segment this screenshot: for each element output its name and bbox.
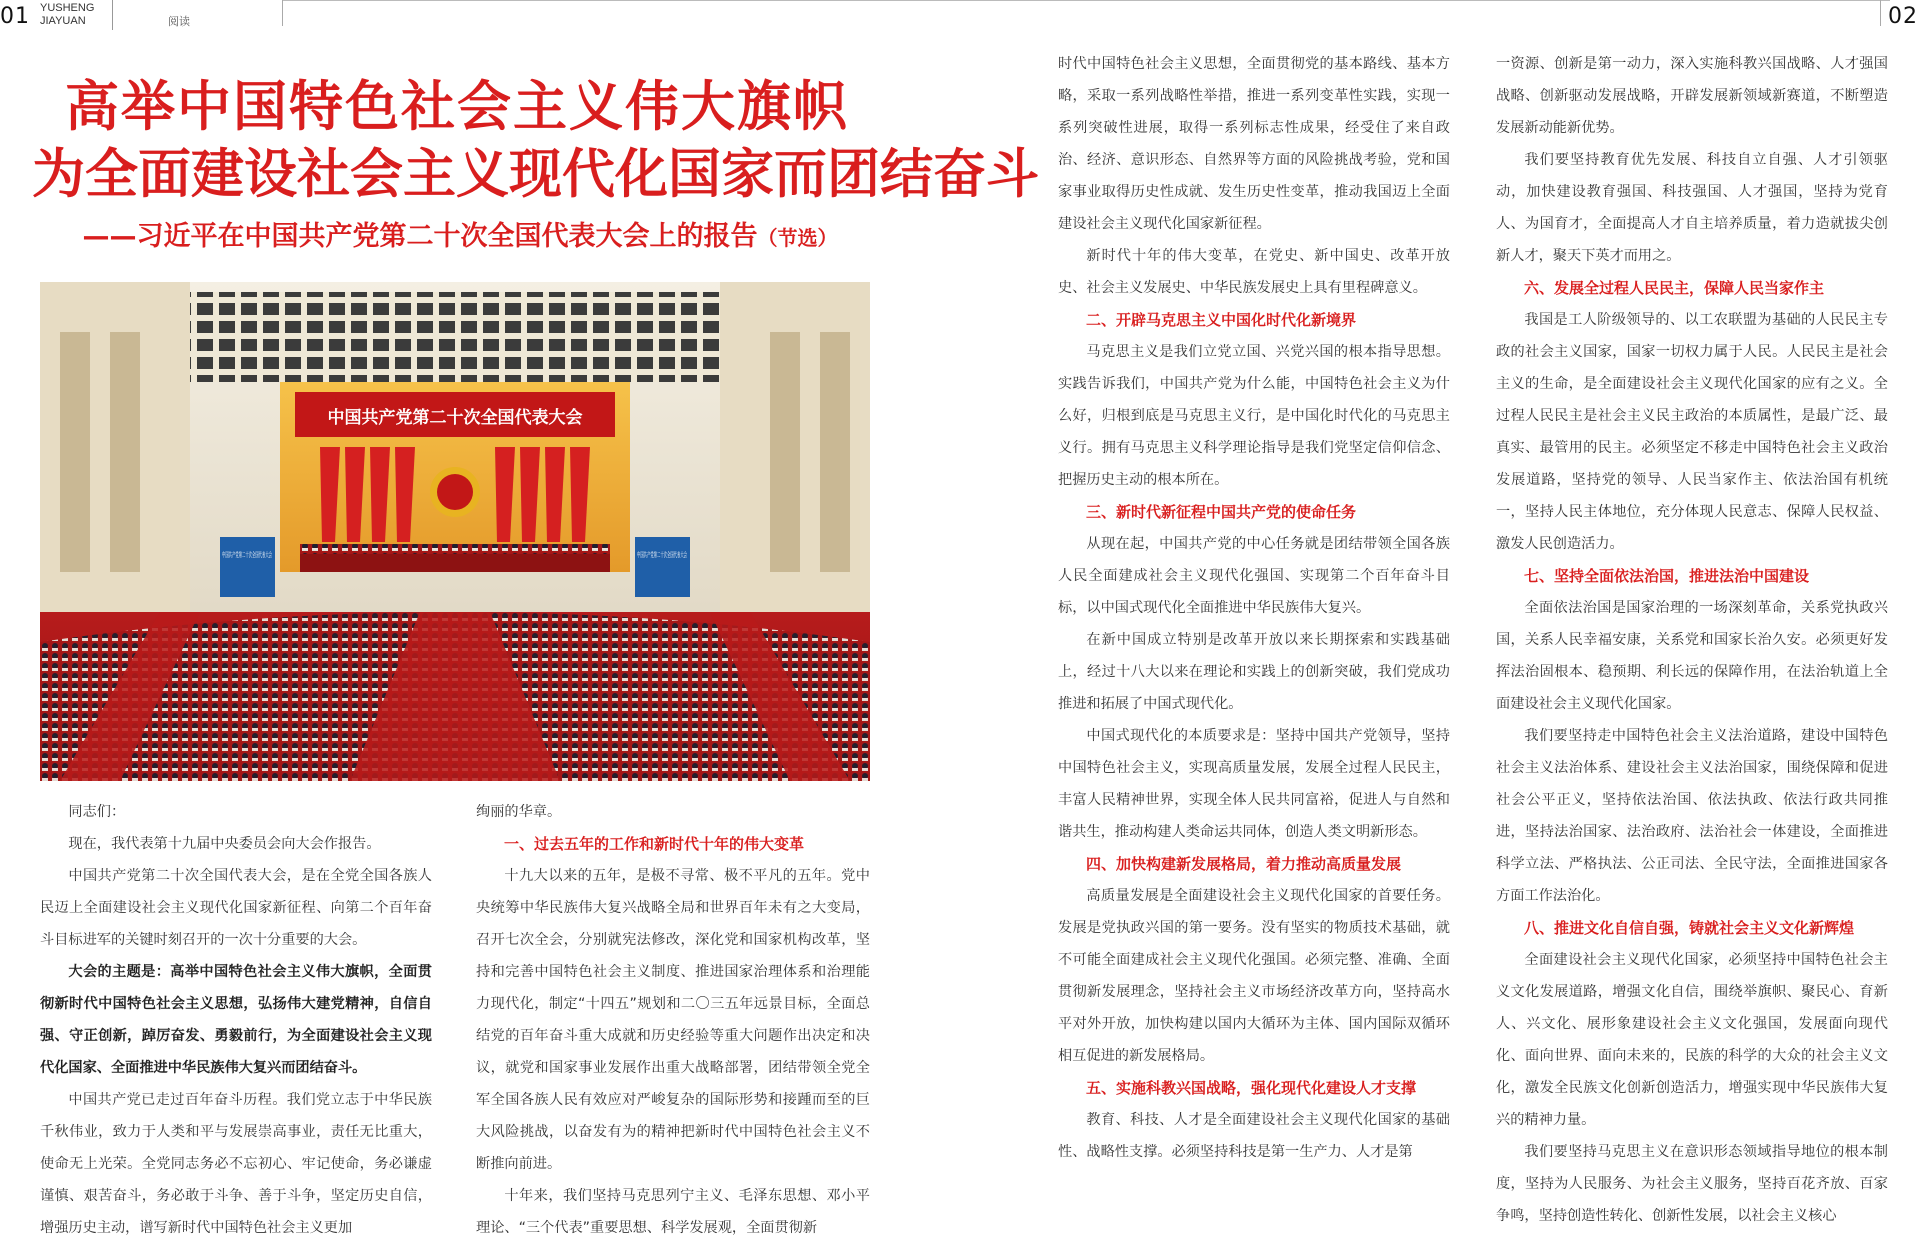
text-column-3 xyxy=(1058,48,1450,1168)
section-heading-2: 二、开辟马克思主义中国化时代化新境界 xyxy=(1086,311,1357,329)
subheadline-note: （节选） xyxy=(757,226,838,250)
paragraph: 马克思主义是我们立党立国、兴党兴国的根本指导思想。实践告诉我们，中国共产党为什么能，中国特色社会主义为什么好，归根到底是马克思主义行，是中国化时代化的马克思主义行。拥有马克思主义科学理论指导是我们党坚定信仰信念、把握历史主动的根本所在。 xyxy=(1058,344,1450,488)
paragraph: 十九大以来的五年，是极不寻常、极不平凡的五年。党中央统筹中华民族伟大复兴战略全局和世界百年未有之大变局，召开七次全会，分别就宪法修改，深化党和国家机构改革，坚持和完善中国特色社会主义制度、推进国家治理体系和治理能力现代化，制定“十四五”规划和二〇三五年远景目标，全面总结党的百年奋斗重大成就和历史经验等重大问题作出决定和决议，就党和国家事业发展作出重大战略部署，团结带领全党全军全国各族人民有效应对严峻复杂的国际形势和接踵而至的巨大风险挑战，以奋发有为的精神把新时代中国特色社会主义不断推向前进。 xyxy=(476,868,870,1172)
paragraph: 我们要坚持走中国特色社会主义法治道路，建设中国特色社会主义法治体系、建设社会主义法治国家，围绕保障和促进社会公平正义，坚持依法治国、依法执政、依法行政共同推进，坚持法治国家、法治政府、法治社会一体建设，全面推进科学立法、严格执法、公正司法、全民守法，全面推进国家各方面工作法治化。 xyxy=(1496,728,1888,904)
page-header xyxy=(0,0,1920,32)
section-heading-4: 四、加快构建新发展格局，着力推动高质量发展 xyxy=(1086,855,1402,873)
paragraph: 绚丽的华章。 xyxy=(476,804,562,820)
top-rule xyxy=(282,0,1890,1)
text-column-1 xyxy=(40,796,432,1244)
paragraph: 从现在起，中国共产党的中心任务就是团结带领全国各族人民全面建成社会主义现代化强国、实现第二个百年奋斗目标，以中国式现代化全面推进中华民族伟大复兴。 xyxy=(1058,536,1450,616)
right-screen-text xyxy=(637,550,687,559)
section-label: 阅读 xyxy=(168,15,190,28)
paragraph: 我们要坚持教育优先发展、科技自立自强、人才引领驱动，加快建设教育强国、科技强国、人才强国，坚持为党育人、为国育才，全面提高人才自主培养质量，着力造就拔尖创新人才，聚天下英才而用之。 xyxy=(1496,152,1888,264)
paragraph: 高质量发展是全面建设社会主义现代化国家的首要任务。发展是党执政兴国的第一要务。没有坚实的物质技术基础，就不可能全面建成社会主义现代化强国。必须完整、准确、全面贯彻新发展理念，坚持社会主义市场经济改革方向，坚持高水平对外开放，加快构建以国内大循环为主体、国内国际双循环相互促进的新发展格局。 xyxy=(1058,888,1450,1064)
paragraph: 教育、科技、人才是全面建设社会主义现代化国家的基础性、战略性支撑。必须坚持科技是第一生产力、人才是第 xyxy=(1058,1112,1450,1160)
theme-paragraph xyxy=(40,956,432,1084)
paragraph: 我国是工人阶级领导的、以工农联盟为基础的人民民主专政的社会主义国家，国家一切权力属于人民。人民民主是社会主义的生命，是全面建设社会主义现代化国家的应有之义。全过程人民民主是社会主义民主政治的本质属性，是最广泛、最真实、最管用的民主。必须坚定不移走中国特色社会主义政治发展道路，坚持党的领导、人民当家作主、依法治国有机统一，坚持人民主体地位，充分体现人民意志、保障人民权益、激发人民创造活力。 xyxy=(1496,312,1888,552)
headline-line-1: 高举中国特色社会主义伟大旗帜 xyxy=(65,75,849,138)
theme-text: 高举中国特色社会主义伟大旗帜，全面贯彻新时代中国特色社会主义思想，弘扬伟大建党精神，自信自强、守正创新，踔厉奋发、勇毅前行，为全面建设社会主义现代化国家、全面推进中华民族伟大复兴而团结奋斗。 xyxy=(40,964,432,1076)
subheadline-text: ——习近平在中国共产党第二十次全国代表大会上的报告 xyxy=(82,221,758,252)
paragraph: 全面建设社会主义现代化国家，必须坚持中国特色社会主义文化发展道路，增强文化自信，围绕举旗帜、聚民心、育新人、兴文化、展形象建设社会主义文化强国，发展面向现代化、面向世界、面向未来的，民族的科学的大众的社会主义文化，激发全民族文化创新创造活力，增强实现中华民族伟大复兴的精神力量。 xyxy=(1496,952,1888,1128)
paragraph: 时代中国特色社会主义思想，全面贯彻党的基本路线、基本方略，采取一系列战略性举措，推进一系列变革性实践，实现一系列突破性进展，取得一系列标志性成果，经受住了来自政治、经济、意识形态、自然界等方面的风险挑战考验，党和国家事业取得历史性成就、发生历史性变革，推动我国迈上全面建设社会主义现代化国家新征程。 xyxy=(1058,56,1450,232)
section-heading-1: 一、过去五年的工作和新时代十年的伟大变革 xyxy=(504,835,805,853)
left-screen-text xyxy=(222,550,272,559)
congress-hall-photo xyxy=(40,282,870,781)
page-number-left: 01 xyxy=(0,4,30,29)
paragraph: 中国共产党第二十次全国代表大会，是在全党全国各族人民迈上全面建设社会主义现代化国家新征程、向第二个百年奋斗目标进军的关键时刻召开的一次十分重要的大会。 xyxy=(40,868,432,948)
brand-logo xyxy=(40,2,94,28)
paragraph: 全面依法治国是国家治理的一场深刻革命，关系党执政兴国，关系人民幸福安康，关系党和国家长治久安。必须更好发挥法治固根本、稳预期、利长远的保障作用，在法治轨道上全面建设社会主义现代化国家。 xyxy=(1496,600,1888,712)
paragraph: 一资源、创新是第一动力，深入实施科教兴国战略、人才强国战略、创新驱动发展战略，开辟发展新领域新赛道，不断塑造发展新动能新优势。 xyxy=(1496,56,1888,136)
brand-divider xyxy=(112,0,113,30)
paragraph: 中国式现代化的本质要求是：坚持中国共产党领导，坚持中国特色社会主义，实现高质量发展，发展全过程人民民主，丰富人民精神世界，实现全体人民共同富裕，促进人与自然和谐共生，推动构建人类命运共同体，创造人类文明新形态。 xyxy=(1058,728,1450,840)
section-heading-8: 八、推进文化自信自强，铸就社会主义文化新辉煌 xyxy=(1524,919,1855,937)
salutation: 同志们： xyxy=(68,804,126,820)
paragraph: 我们要坚持马克思主义在意识形态领域指导地位的根本制度，坚持为人民服务、为社会主义服务，坚持百花齐放、百家争鸣，坚持创造性转化、创新性发展，以社会主义核心 xyxy=(1496,1144,1888,1224)
banner-text: 中国共产党第二十次全国代表大会 xyxy=(327,408,583,428)
section-heading-5: 五、实施科教兴国战略，强化现代化建设人才支撑 xyxy=(1086,1079,1417,1097)
theme-lead: 大会的主题是： xyxy=(68,964,171,980)
brand-line-1: YUSHENG xyxy=(40,2,95,14)
brand-line-2: JIAYUAN xyxy=(40,15,86,27)
paragraph: 十年来，我们坚持马克思列宁主义、毛泽东思想、邓小平理论、“三个代表”重要思想、科学发展观，全面贯彻新 xyxy=(476,1188,870,1236)
section-heading-7: 七、坚持全面依法治国，推进法治中国建设 xyxy=(1524,567,1810,585)
paragraph: 新时代十年的伟大变革，在党史、新中国史、改革开放史、社会主义发展史、中华民族发展史上具有里程碑意义。 xyxy=(1058,248,1450,296)
section-heading-3: 三、新时代新征程中国共产党的使命任务 xyxy=(1086,503,1357,521)
divider-tick-right xyxy=(1880,0,1881,26)
paragraph: 在新中国成立特别是改革开放以来长期探索和实践基础上，经过十八大以来在理论和实践上的创新突破，我们党成功推进和拓展了中国式现代化。 xyxy=(1058,632,1450,712)
text-column-4 xyxy=(1496,48,1888,1232)
paragraph: 中国共产党已走过百年奋斗历程。我们党立志于中华民族千秋伟业，致力于人类和平与发展崇高事业，责任无比重大，使命无上光荣。全党同志务必不忘初心、牢记使命，务必谦虚谨慎、艰苦奋斗，务必敢于斗争、善于斗争，坚定历史自信，增强历史主动，谱写新时代中国特色社会主义更加 xyxy=(40,1092,432,1236)
text-column-2 xyxy=(476,796,870,1244)
page-number-right: 02 xyxy=(1888,4,1918,29)
headline-line-2: 为全面建设社会主义现代化国家而团结奋斗 xyxy=(32,144,1039,205)
subheadline xyxy=(40,214,880,253)
paragraph: 现在，我代表第十九届中央委员会向大会作报告。 xyxy=(68,836,381,852)
section-heading-6: 六、发展全过程人民民主，保障人民当家作主 xyxy=(1524,279,1825,297)
divider-tick-left xyxy=(282,0,283,26)
